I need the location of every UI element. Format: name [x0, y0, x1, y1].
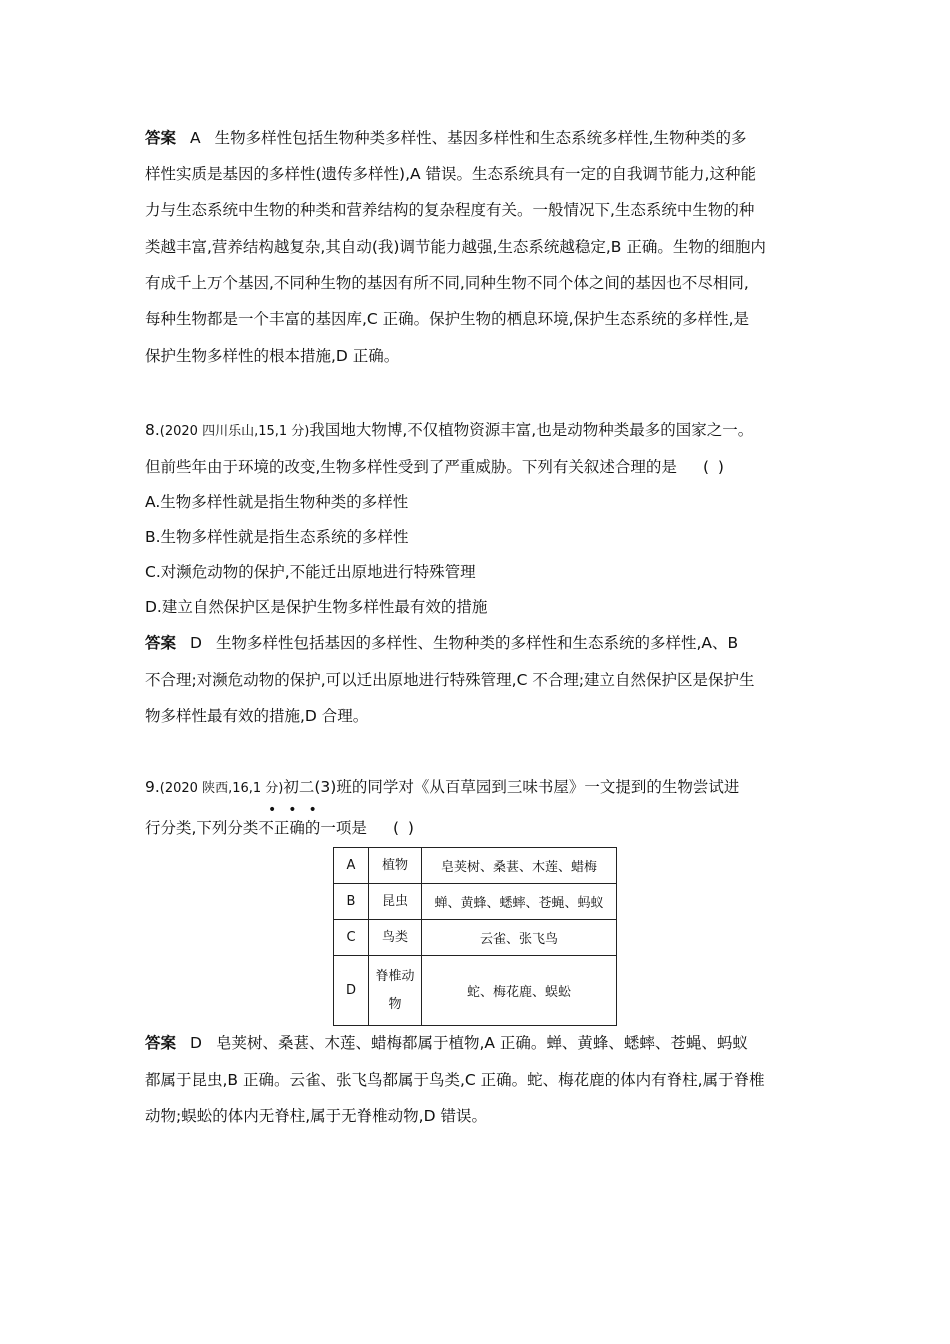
answer7-line-6: 每种生物都是一个丰富的基因库,C 正确。保护生物的栖息环境,保护生态系统的多样性,是: [145, 310, 750, 328]
table-cell-option: B: [334, 884, 369, 920]
table-cell-organisms: 云雀、张飞鸟: [422, 920, 617, 956]
table-cell-option: A: [334, 848, 369, 884]
classification-table: [333, 847, 617, 1026]
question-number: 9.: [145, 778, 160, 796]
answer8-line-2: 不合理;对濒危动物的保护,可以迁出原地进行特殊管理,C 不合理;建立自然保护区是保护生: [145, 671, 755, 689]
question-stem: 初二(3)班的同学对《从百草园到三味书屋》一文提到的生物尝试进: [283, 778, 740, 796]
answer7-line-4: 类越丰富,营养结构越复杂,其自动(我)调节能力越强,生态系统越稳定,B 正确。生物的细胞内: [145, 238, 766, 256]
answer7-line-3: 力与生态系统中生物的种类和营养结构的复杂程度有关。一般情况下,生态系统中生物的种: [145, 201, 755, 219]
table-cell-category: 脊椎动物: [369, 956, 422, 1026]
answer7-line-1: [145, 128, 747, 148]
table-row: [334, 884, 617, 920]
question-stem: 但前些年由于环境的改变,生物多样性受到了严重威胁。下列有关叙述合理的是: [145, 458, 677, 476]
table-row: [334, 848, 617, 884]
question8-stem-line-1: [145, 420, 753, 442]
answer-label: 答案: [145, 129, 177, 147]
answer-letter: A: [190, 129, 201, 147]
answer7-line-5: 有成千上万个基因,不同种生物的基因有所不同,同种生物不同个体之间的基因也不尽相同,: [145, 274, 749, 292]
question8-stem-line-2: [145, 457, 726, 477]
answer-letter: D: [190, 1034, 202, 1052]
answer8-line-1: [145, 633, 738, 653]
table-cell-category: 鸟类: [369, 920, 422, 956]
question-stem: 行分类,下列分类不正确的一项是: [145, 819, 367, 837]
table-cell-category: 昆虫: [369, 884, 422, 920]
answer-text: 皂荚树、桑葚、木莲、蜡梅都属于植物,A 正确。蝉、黄蜂、蟋蟀、苍蝇、蚂蚁: [215, 1034, 748, 1052]
answer9-line-3: 动物;蜈蚣的体内无脊柱,属于无脊椎动物,D 错误。: [145, 1107, 487, 1125]
question9-stem-line-1: [145, 777, 739, 799]
table-cell-category: 植物: [369, 848, 422, 884]
question-stem: 我国地大物博,不仅植物资源丰富,也是动物种类最多的国家之一。: [309, 421, 754, 439]
table-cell-option: D: [334, 956, 369, 1026]
question8-option-c: C.对濒危动物的保护,不能迁出原地进行特殊管理: [145, 563, 476, 581]
answer9-line-2: 都属于昆虫,B 正确。云雀、张飞鸟都属于鸟类,C 正确。蛇、梅花鹿的体内有脊柱,属于脊椎: [145, 1071, 765, 1089]
answer-blank: ( ): [392, 819, 416, 837]
answer9-line-1: [145, 1033, 748, 1053]
question8-option-b: B.生物多样性就是指生态系统的多样性: [145, 528, 409, 546]
answer7-line-7: 保护生物多样性的根本措施,D 正确。: [145, 347, 400, 365]
answer7-line-2: 样性实质是基因的多样性(遗传多样性),A 错误。生态系统具有一定的自我调节能力,这种能: [145, 165, 756, 183]
answer-blank: ( ): [702, 458, 726, 476]
table-row: [334, 920, 617, 956]
table-cell-organisms: 蝉、黄蜂、蟋蟀、苍蝇、蚂蚁: [422, 884, 617, 920]
table-cell-organisms: 蛇、梅花鹿、蜈蚣: [422, 956, 617, 1026]
question8-option-a: A.生物多样性就是指生物种类的多样性: [145, 493, 409, 511]
question-source: (2020 陕西,16,1 分): [159, 781, 284, 796]
answer-text: 生物多样性包括生物种类多样性、基因多样性和生态系统多样性,生物种类的多: [214, 129, 747, 147]
table-row: [334, 956, 617, 1026]
table-cell-organisms: 皂荚树、桑葚、木莲、蜡梅: [422, 848, 617, 884]
answer8-line-3: 物多样性最有效的措施,D 合理。: [145, 707, 369, 725]
answer-letter: D: [190, 634, 202, 652]
question8-option-d: D.建立自然保护区是保护生物多样性最有效的措施: [145, 598, 488, 616]
question-source: (2020 四川乐山,15,1 分): [159, 424, 310, 439]
table-cell-option: C: [334, 920, 369, 956]
answer-text: 生物多样性包括基因的多样性、生物种类的多样性和生态系统的多样性,A、B: [215, 634, 739, 652]
emphasis-dots: •••: [268, 802, 329, 818]
question-number: 8.: [145, 421, 160, 439]
answer-label: 答案: [145, 634, 177, 652]
question9-stem-line-2: [145, 818, 416, 838]
answer-label: 答案: [145, 1034, 177, 1052]
